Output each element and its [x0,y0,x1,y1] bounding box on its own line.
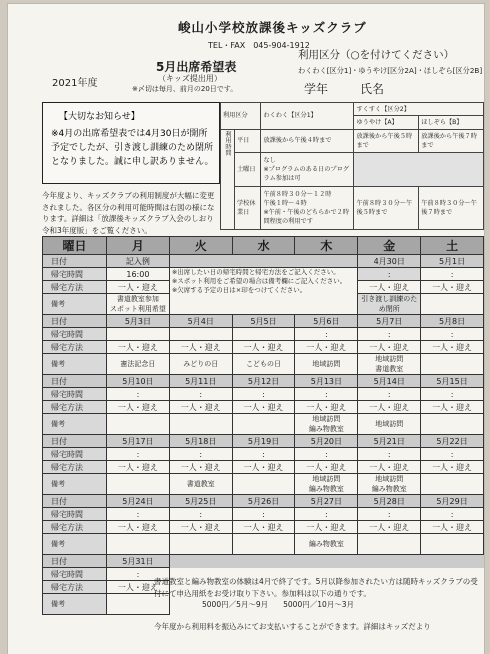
blank-cell [169,555,232,568]
attendance-calendar [42,236,484,615]
row-label-date: 日付 [43,495,107,508]
name-label: 氏名 [360,82,385,96]
note-cell [232,534,295,555]
date-cell: 5月1日 [421,255,484,268]
weekday-header: 金 [358,237,421,255]
ref-cell: 午前８時３０分～１２時 午後１時～４時 ※午前・午後のどちらかで２時間程度の利用です [261,186,354,229]
row-label-date: 日付 [43,435,107,448]
example-note: 書道教室参加 スポット利用希望 [107,294,170,315]
note-cell: 地域訪問 編み物教室 [295,474,358,495]
ref-header-wakuwaku: わくわく【区分1】 [261,103,354,130]
return-time-input[interactable]: : [169,388,232,401]
return-method-input[interactable]: 一人・迎え [421,281,484,294]
row-label-method: 帰宅方法 [43,581,107,594]
example-method: 一人・迎え [107,281,170,294]
return-time-input[interactable]: : [107,388,170,401]
note-cell: 地域訪問 編み物教室 [295,414,358,435]
weekday-header: 曜日 [43,237,107,255]
return-method-input[interactable]: 一人・迎え [421,341,484,354]
date-cell: 5月24日 [107,495,170,508]
footnote-fees: 5000円／5月～9月 5000円／10月～3月 [202,600,355,609]
row-label-date: 日付 [43,255,107,268]
ref-time-label: 利用時間 [221,129,235,229]
return-method-input[interactable]: 一人・迎え [232,401,295,414]
return-method-input[interactable]: 一人・迎え [232,461,295,474]
date-cell: 5月13日 [295,375,358,388]
blank-cell [232,555,295,568]
ref-subheader-hoshizora: ほしぞら【B】 [419,116,484,129]
return-method-input[interactable]: 一人・迎え [358,341,421,354]
return-time-input[interactable]: : [295,448,358,461]
date-cell: 5月11日 [169,375,232,388]
ref-cell: なし ※プログラムのある日のプログラム参加は可 [261,153,354,186]
important-notice-box [42,102,220,184]
note-cell [107,414,170,435]
date-cell: 5月28日 [358,495,421,508]
date-cell: 5月7日 [358,315,421,328]
row-label-method: 帰宅方法 [43,281,107,294]
return-time-input[interactable]: : [232,388,295,401]
deadline-note: ※〆切は毎月、前月の20日です。 [132,85,238,93]
note-cell: 編み物教室 [295,534,358,555]
return-method-input[interactable]: 一人・迎え [107,461,170,474]
blank-cell [358,555,421,568]
row-label-note: 備考 [43,414,107,435]
return-method-input[interactable]: 一人・迎え [107,521,170,534]
ref-row-label: 学校休業日 [235,186,261,229]
return-time-input[interactable]: : [358,448,421,461]
return-time-input[interactable]: : [107,448,170,461]
row-label-method: 帰宅方法 [43,341,107,354]
weekday-header: 火 [169,237,232,255]
return-method-input[interactable]: 一人・迎え [295,341,358,354]
footnote-line1: 書道教室と編み物教室の体験は4月で終了です。5月以降参加されたい方は随時キッズクラブの受付にて申込用紙をお受け取り下さい。参加料は以下の通りです。 [154,577,478,598]
return-time-input[interactable]: : [358,388,421,401]
return-time-input[interactable]: : [107,568,170,581]
ref-cell: 午前８時３０分～午後７時まで [419,186,484,229]
date-cell: 5月5日 [232,315,295,328]
note-cell [107,474,170,495]
weekday-header: 水 [232,237,295,255]
ref-cell: 午前８時３０分～午後５時まで [354,186,419,229]
note-cell [358,534,421,555]
notice-heading: 【大切なお知らせ】 [59,112,140,122]
date-cell: 5月10日 [107,375,170,388]
ref-cell: 放課後から午後７時まで [419,129,484,152]
return-time-input[interactable]: : [421,448,484,461]
note-cell: 引き渡し訓練のため閉所 [358,294,421,315]
return-method-input[interactable]: 一人・迎え [358,401,421,414]
return-method-input[interactable]: 一人・迎え [169,521,232,534]
row-label-time: 帰宅時間 [43,268,107,281]
return-method-input[interactable]: 一人・迎え [421,461,484,474]
row-label-method: 帰宅方法 [43,461,107,474]
date-cell: 5月20日 [295,435,358,448]
return-time-input[interactable]: : [421,328,484,341]
date-cell: 5月4日 [169,315,232,328]
date-cell: 5月27日 [295,495,358,508]
weekday-header: 土 [421,237,484,255]
date-cell: 5月15日 [421,375,484,388]
return-time-input[interactable]: : [295,328,358,341]
ref-cell: 放課後から午後４時まで [261,129,354,152]
note-cell [421,534,484,555]
row-label-note: 備考 [43,294,107,315]
return-time-input[interactable]: : [421,388,484,401]
instructions: ※出席したい日の帰宅時間と帰宅方法をご記入ください。 ※スポット利用をご希望の場合は備考欄にご記入ください。 ※欠席する予定の日は×印をつけてください。 [169,268,357,315]
note-cell: 地域訪問 [295,354,358,375]
return-time-input[interactable]: : [107,508,170,521]
usage-kinds: わくわく[区分1]・ゆうやけ[区分2A]・ほしぞら[区分2B] [298,66,483,75]
row-label-date: 日付 [43,375,107,388]
date-cell: 5月8日 [421,315,484,328]
note-cell: 憲法記念日 [107,354,170,375]
row-label-time: 帰宅時間 [43,508,107,521]
return-method-input[interactable]: 一人・迎え [232,521,295,534]
return-method-input[interactable]: 一人・迎え [358,521,421,534]
return-method-input[interactable]: 一人・迎え [169,341,232,354]
return-method-input[interactable]: 一人・迎え [107,341,170,354]
row-label-method: 帰宅方法 [43,401,107,414]
date-cell: 5月21日 [358,435,421,448]
note-cell [421,354,484,375]
return-time-input[interactable]: : [232,508,295,521]
note-cell: 地域訪問 書道教室 [358,354,421,375]
weekday-header: 木 [295,237,358,255]
return-time-input [169,328,232,341]
note-cell [421,474,484,495]
date-cell: 5月29日 [421,495,484,508]
return-time-input[interactable]: : [358,328,421,341]
date-cell: 5月26日 [232,495,295,508]
note-cell: 地域訪問 [358,414,421,435]
return-time-input [107,328,170,341]
ref-subheader-yuyake: ゆうやけ【A】 [354,116,419,129]
return-method-input[interactable]: 一人・迎え [421,401,484,414]
return-method-input[interactable]: 一人・迎え [107,401,170,414]
date-cell: 5月25日 [169,495,232,508]
return-time-input[interactable]: : [421,268,484,281]
grade-label: 学年 [304,82,329,96]
return-time-input[interactable]: : [169,508,232,521]
note-cell [169,414,232,435]
ref-header-sukusuku: すくすく【区分2】 [354,103,484,116]
row-label-note: 備考 [43,354,107,375]
weekday-header: 月 [107,237,170,255]
intro-text: 今年度より、キッズクラブの利用制度が大幅に変更されました。各区分の利用可能時間は右図の様になります。詳細は「放課後キッズクラブ入会のしおり令和3年度版」をご覧ください。 [42,191,215,235]
usage-label: 利用区分（○を付けてください） [298,49,455,61]
date-cell: 5月3日 [107,315,170,328]
return-method-input[interactable]: 一人・迎え [295,521,358,534]
note-cell [421,294,484,315]
blank-cell [421,555,484,568]
return-method-input[interactable]: 一人・迎え [295,461,358,474]
row-label-date: 日付 [43,315,107,328]
fiscal-year: 2021年度 [52,78,98,89]
date-cell: 5月14日 [358,375,421,388]
date-cell: 5月18日 [169,435,232,448]
blank-cell [295,555,358,568]
ref-side-label: 利用区分 [221,103,261,130]
return-time-input[interactable]: : [169,448,232,461]
ref-cell [354,153,484,186]
note-cell [107,534,170,555]
date-cell: 4月30日 [358,255,421,268]
note-cell: 書道教室 [169,474,232,495]
row-label-time: 帰宅時間 [43,568,107,581]
return-method-input[interactable]: 一人・迎え [358,461,421,474]
example-time: 16:00 [107,268,170,281]
note-cell [232,414,295,435]
ref-row-label: 平日 [235,129,261,152]
return-time-input[interactable]: : [358,268,421,281]
date-cell: 5月17日 [107,435,170,448]
calendar-cell [169,255,357,268]
attendance-sheet [8,4,484,654]
row-label-time: 帰宅時間 [43,388,107,401]
note-cell [421,414,484,435]
return-method-input[interactable]: 一人・迎え [358,281,421,294]
note-cell [232,474,295,495]
date-cell: 5月12日 [232,375,295,388]
row-label-note: 備考 [43,534,107,555]
row-label-note: 備考 [43,474,107,495]
return-time-input[interactable]: : [358,508,421,521]
return-method-input[interactable]: 一人・迎え [232,341,295,354]
footnote [154,576,478,632]
return-method-input[interactable]: 一人・迎え [169,461,232,474]
example-label: 記入例 [107,255,170,268]
club-title: 峻山小学校放課後キッズクラブ [178,20,367,35]
return-time-input[interactable]: : [421,508,484,521]
return-time-input[interactable]: : [295,388,358,401]
return-time-input[interactable]: : [232,448,295,461]
return-method-input[interactable]: 一人・迎え [107,581,170,594]
note-cell: 地域訪問 編み物教室 [358,474,421,495]
notice-body: ※4月の出席希望表では4月30日が開所予定でしたが、引き渡し訓練のため閉所となりました。誠に申し訳ありません。 [51,129,214,167]
return-time-input[interactable]: : [295,508,358,521]
footnote-line2: 今年度から利用料を振込みにてお支払いすることができます。詳細はキッズだより [154,621,431,631]
row-label-time: 帰宅時間 [43,448,107,461]
date-cell: 5月31日 [107,555,170,568]
submit-note: （キッズ提出用） [158,74,222,83]
row-label-date: 日付 [43,555,107,568]
usage-reference-table [220,102,484,230]
return-method-input[interactable]: 一人・迎え [295,401,358,414]
return-time-input [232,328,295,341]
phone-number: TEL・FAX 045-904-1912 [208,41,310,50]
return-method-input[interactable]: 一人・迎え [169,401,232,414]
ref-row-label: 土曜日 [235,153,261,186]
return-method-input[interactable]: 一人・迎え [421,521,484,534]
form-heading: 5月出席希望表 [156,60,237,74]
date-cell: 5月6日 [295,315,358,328]
row-label-method: 帰宅方法 [43,521,107,534]
row-label-time: 帰宅時間 [43,328,107,341]
note-cell: こどもの日 [232,354,295,375]
row-label-note: 備考 [43,594,107,615]
date-cell: 5月19日 [232,435,295,448]
note-cell: みどりの日 [169,354,232,375]
note-cell [169,534,232,555]
date-cell: 5月22日 [421,435,484,448]
ref-cell: 放課後から午後５時まで [354,129,419,152]
